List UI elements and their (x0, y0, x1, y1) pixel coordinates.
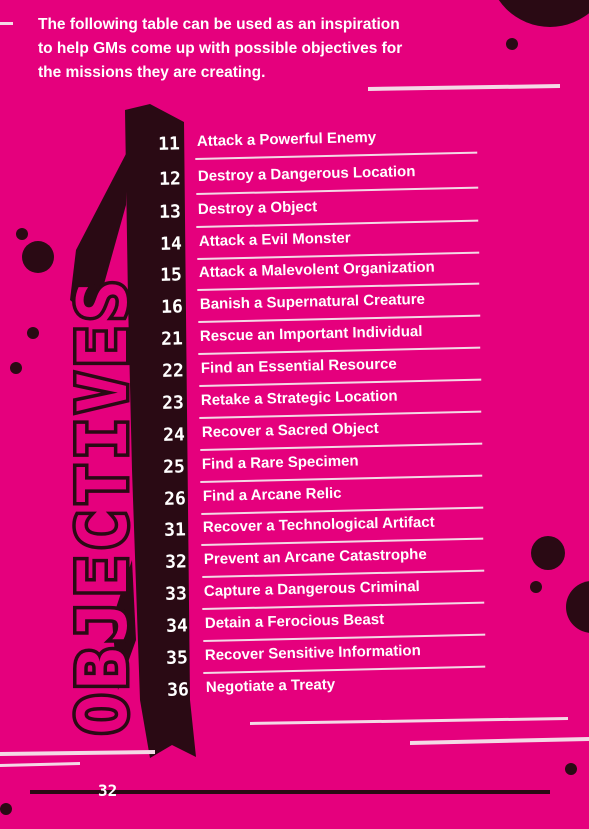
table-row (157, 513, 435, 547)
roll-number: 23 (161, 392, 185, 414)
roll-number: 13 (158, 201, 182, 223)
intro-line: The following table can be used as an inspiration (38, 16, 400, 33)
roll-number: 33 (164, 583, 188, 605)
table-row (157, 484, 342, 516)
table-row (156, 419, 379, 452)
objective-text: Prevent an Arcane Catastrophe (203, 545, 427, 568)
dot-decoration (10, 362, 22, 374)
dot-decoration (16, 228, 28, 240)
table-row (156, 452, 359, 484)
objective-text: Recover Sensitive Information (204, 642, 421, 664)
objective-text: Find a Rare Specimen (201, 452, 359, 473)
roll-number: 34 (165, 615, 189, 637)
objective-text: Capture a Dangerous Criminal (203, 578, 420, 600)
table-row (153, 229, 351, 261)
table-row (152, 163, 416, 196)
dot-decoration (22, 241, 54, 273)
table-row (154, 290, 426, 324)
objective-text: Recover a Technological Artifact (202, 513, 435, 536)
objective-text: Destroy a Object (197, 198, 318, 218)
objective-text: Banish a Supernatural Creature (199, 290, 426, 313)
objective-text: Find a Arcane Relic (202, 484, 342, 505)
page-number: 32 (98, 781, 118, 800)
objective-text: Retake a Strategic Location (200, 387, 398, 409)
roll-number: 15 (159, 264, 183, 286)
objective-text: Destroy a Dangerous Location (197, 163, 416, 185)
line-decoration (368, 84, 560, 91)
dot-decoration (27, 327, 39, 339)
table-row (152, 198, 318, 229)
intro-line: to help GMs come up with possible objectives for (38, 40, 403, 57)
dot-decoration (530, 581, 542, 593)
table-row (158, 545, 427, 579)
objective-text: Recover a Sacred Object (201, 419, 379, 441)
intro-line: the missions they are creating. (38, 64, 266, 81)
table-row (155, 387, 398, 420)
table-row (158, 578, 420, 611)
section-title-vertical: OBJECTIVES (64, 275, 143, 735)
objective-text: Find an Essential Resource (200, 355, 397, 377)
objective-text: Attack a Malevolent Organization (198, 258, 435, 281)
roll-number: 11 (157, 133, 181, 155)
objective-text: Attack a Powerful Enemy (196, 128, 377, 150)
roll-number: 25 (162, 456, 186, 478)
dot-decoration (565, 763, 577, 775)
dot-decoration (506, 38, 518, 50)
roll-number: 21 (160, 328, 184, 350)
dot-decoration (0, 803, 12, 815)
roll-number: 22 (161, 360, 185, 382)
table-row (159, 610, 385, 643)
table-row (153, 258, 435, 292)
dash-decoration (0, 22, 13, 25)
roll-number: 12 (158, 168, 182, 190)
table-row (154, 322, 423, 356)
roll-number: 35 (165, 647, 189, 669)
roll-number: 36 (166, 679, 190, 701)
line-decoration (250, 717, 568, 725)
dot-decoration (566, 581, 589, 633)
roll-number: 16 (160, 296, 184, 318)
line-decoration (0, 762, 80, 767)
roll-number: 26 (163, 488, 187, 510)
objective-text: Attack a Evil Monster (198, 229, 351, 250)
line-decoration (0, 750, 155, 756)
roll-number: 24 (162, 424, 186, 446)
roll-number: 31 (163, 519, 187, 541)
intro-paragraph (38, 13, 438, 85)
corner-blob-top-right (488, 0, 589, 27)
table-row (151, 128, 377, 161)
dot-decoration (531, 536, 565, 570)
objective-text: Detain a Ferocious Beast (204, 610, 385, 632)
objective-text: Negotiate a Treaty (205, 676, 336, 696)
objective-text: Rescue an Important Individual (199, 322, 423, 345)
roll-number: 32 (164, 551, 188, 573)
line-decoration (410, 737, 589, 745)
table-row (159, 642, 421, 675)
roll-number: 14 (159, 233, 183, 255)
table-row (160, 676, 336, 707)
table-row (155, 355, 397, 388)
